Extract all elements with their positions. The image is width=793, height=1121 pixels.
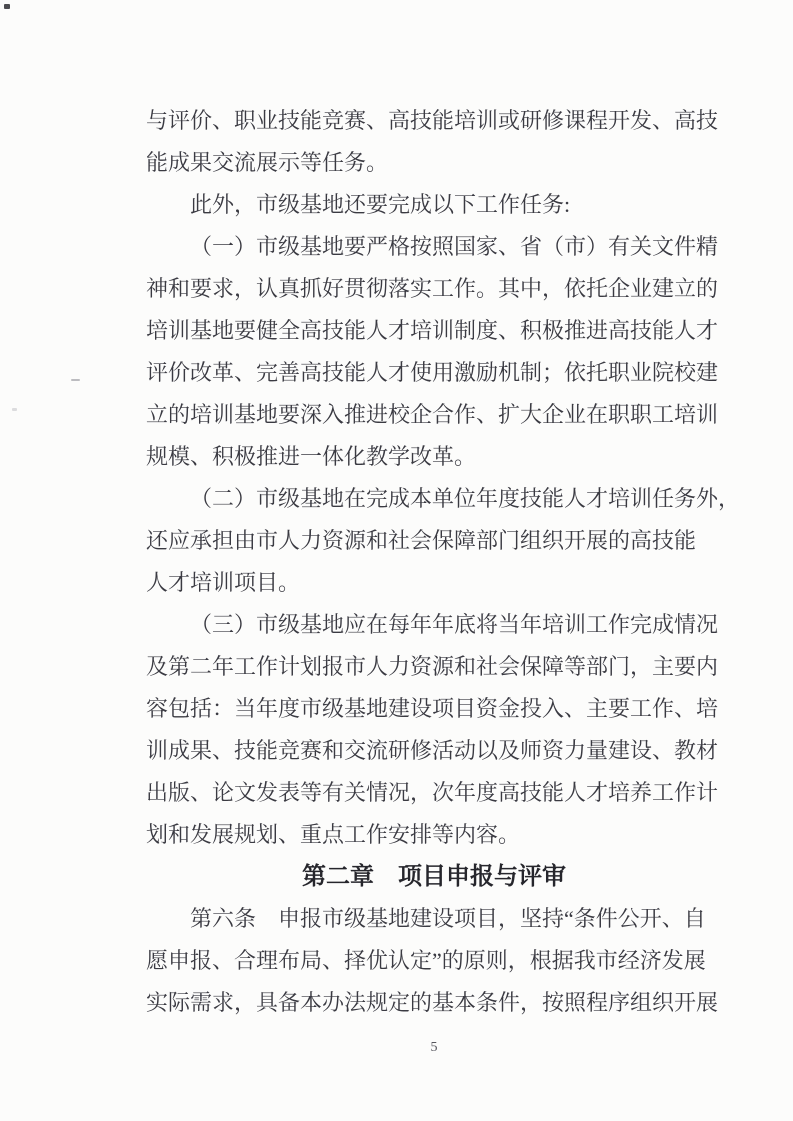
text-line: 第六条 申报市级基地建设项目，坚持“条件公开、自 [190,906,706,931]
text-line: 人才培训项目。 [146,570,301,595]
chapter-title: 项目申报与评审 [398,863,566,890]
text-line: 训成果、技能竞赛和交流研修活动以及师资力量建设、教材 [146,738,719,763]
scan-artifact [4,4,10,9]
text-line: 规模、积极推进一体化教学改革。 [146,444,477,469]
chapter-heading [146,856,722,898]
text-line: 划和发展规划、重点工作安排等内容。 [146,822,521,847]
text-line: 还应承担由市人力资源和社会保障部门组织开展的高技能 [146,528,697,553]
text-line: 评价改革、完善高技能人才使用激励机制；依托职业院校建 [146,360,719,385]
scan-artifact [71,379,80,381]
text-line: （三）市级基地应在每年年底将当年培训工作完成情况 [190,612,719,637]
text-line: 容包括：当年度市级基地建设项目资金投入、主要工作、培 [146,696,719,721]
document-body [146,100,741,1024]
chapter-number: 第二章 [302,863,374,890]
text-line: 愿申报、合理布局、择优认定”的原则，根据我市经济发展 [146,948,706,973]
text-line: 出版、论文发表等有关情况，次年度高技能人才培养工作计 [146,780,719,805]
text-line: 立的培训基地要深入推进校企合作、扩大企业在职职工培训 [146,402,719,427]
text-line: 神和要求，认真抓好贯彻落实工作。其中，依托企业建立的 [146,276,719,301]
text-line: 能成果交流展示等任务。 [146,150,389,175]
text-line: （一）市级基地要严格按照国家、省（市）有关文件精 [190,234,719,259]
page-number: 5 [430,1040,438,1055]
text-line: 此外，市级基地还要完成以下工作任务: [190,192,571,217]
text-line: 培训基地要健全高技能人才培训制度、积极推进高技能人才 [146,318,719,343]
scan-artifact [12,408,17,411]
text-line: 及第二年工作计划报市人力资源和社会保障等部门，主要内 [146,654,719,679]
text-line: 与评价、职业技能竞赛、高技能培训或研修课程开发、高技 [146,108,719,133]
text-line: 实际需求，具备本办法规定的基本条件，按照程序组织开展 [146,990,719,1015]
text-line: （二）市级基地在完成本单位年度技能人才培训任务外， [190,486,741,511]
